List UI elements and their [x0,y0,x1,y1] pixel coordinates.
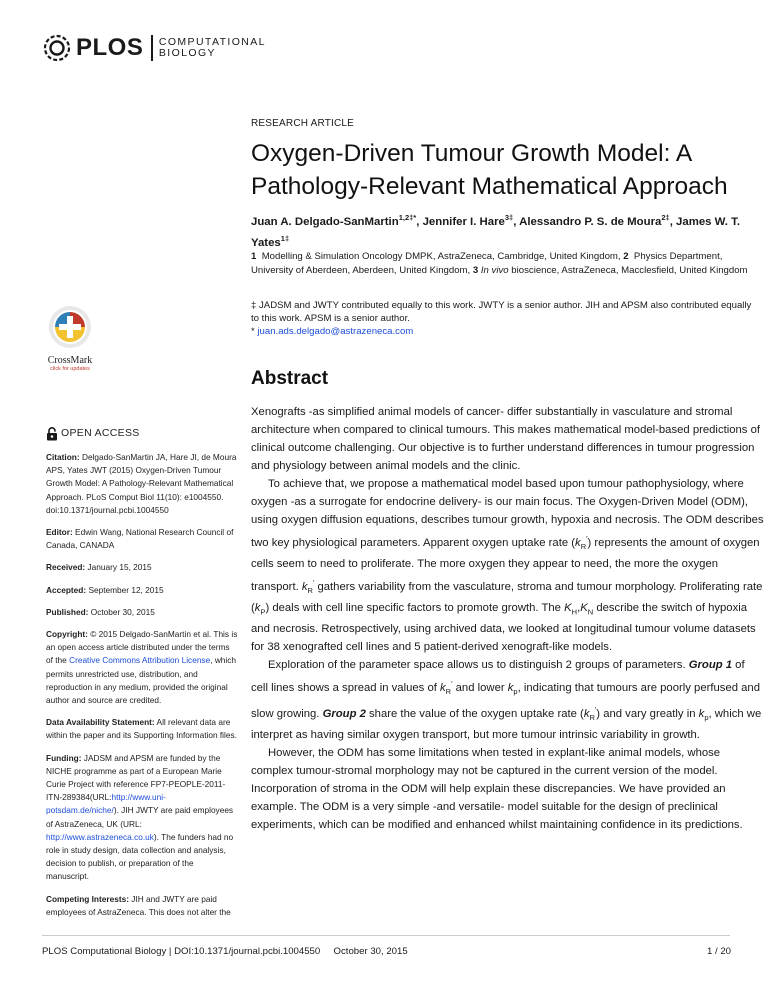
author-sup: 2‡ [661,213,670,222]
author-name[interactable]: Jennifer I. Hare [422,216,505,228]
funding-text: ). JIH JWTY are paid employees of AstraZeneca, UK (URL: [46,805,234,829]
copyright-block [46,628,238,707]
symbol-sub: R [589,712,595,722]
data-availability-label: Data Availability Statement: [46,717,155,728]
published-label: Published: [46,606,89,617]
copyright-text: , which permits unrestricted use, distribution, and reproduction in any medium, provided the original author and source are credited. [46,655,237,706]
logo-journal-name [159,37,266,60]
symbol: K [564,601,572,614]
received-block [46,561,238,574]
crossmark-badge[interactable] [40,305,100,372]
accepted-label: Accepted: [46,584,87,595]
published-block [46,606,238,619]
symbol-prime: ′ [586,533,588,543]
copyright-label: Copyright: [46,629,88,640]
author-name[interactable]: James W. T. Yates [251,216,740,249]
author-list [251,210,761,251]
text-run: Exploration of the parameter space allows us to distinguish 2 groups of parameters. [268,658,686,671]
page-footer [42,946,731,957]
received-date: January 15, 2015 [87,562,152,573]
page-number: 1 / 20 [706,946,731,957]
text-run: gathers variability from the vasculature, stroma and tumour morphology. Proliferating rate ( [251,580,763,614]
published-date: October 30, 2015 [90,606,155,617]
text-run: ) represents the amount of oxygen cells seem to need to proliferate. The more oxygen they appear to need, the more the oxygen transport. [251,536,760,593]
symbol-sub: R [307,585,313,595]
symbol-sub: P [260,606,266,616]
group-label: Group 2 [322,707,366,720]
copyright-text: © 2015 Delgado-SanMartin et al. This is an open access article distributed under the terms of the [46,629,238,666]
text-run: and lower [452,681,508,694]
corresponding-mark: * [251,326,255,338]
logo-journal-line1: COMPUTATIONAL [158,35,266,48]
affiliation-text: bioscience, AstraZeneca, Macclesfield, United Kingdom [511,265,748,276]
symbol: k [254,601,261,614]
text-run: of cell lines shows a spread in values of [251,658,745,694]
accepted-date: September 12, 2015 [88,584,164,595]
text-run: ) and vary greatly in [596,707,699,720]
symbol-prime: ′ [594,704,597,714]
email-link[interactable]: juan.ads.delgado@astrazeneca.com [257,326,414,338]
editor-block [46,526,238,552]
logo-plos-text: PLOS [76,34,144,61]
funding-label: Funding: [46,752,82,763]
corresponding-author [251,325,761,338]
niche-link[interactable]: http://www.uni-potsdam.de/niche/ [46,792,166,816]
affiliation-number: 1 [251,251,257,262]
affiliation-text: Modelling & Simulation Oncology DMPK, AstraZeneca, Cambridge, United Kingdom, [261,251,621,262]
symbol-sub: R [580,541,587,551]
accepted-block [46,584,238,597]
symbol-sub: R [445,686,452,696]
symbol-prime: ′ [451,678,453,688]
symbol-sub: p [513,686,518,696]
symbol: k [301,580,308,593]
received-label: Received: [46,562,86,573]
affiliation-text: Physics Department, University of Aberdeen, Aberdeen, United Kingdom, [251,251,723,276]
data-availability-block [46,716,238,742]
author-notes [251,299,761,339]
competing-interests-block [46,893,238,919]
abstract-body [251,404,764,835]
citation-block [46,451,238,517]
affiliation-number: 2 [623,251,629,262]
footer-citation: PLOS Computational Biology | DOI:10.1371/journal.pcbi.1004550 October 30, 2015 [42,946,408,957]
crossmark-label: CrossMark [47,355,93,366]
symbol-sub: p [704,712,709,722]
symbol: k [507,681,514,694]
author-name[interactable]: Juan A. Delgado-SanMartin [251,216,399,228]
logo-divider [151,35,153,61]
crossmark-sub: click for updates [50,366,90,372]
competing-text: JIH and JWTY are paid employees of AstraZeneca. This does not alter the [46,893,231,917]
article-info-sidebar [46,427,238,928]
author-separator: , [669,216,677,228]
author-separator: , [416,216,423,228]
symbol: k [583,707,590,720]
text-run: , indicating that tumours are poorly perfused and slow growing. [251,681,760,720]
text-run: share the value of the oxygen uptake rate ( [365,707,584,720]
symbol-sub: H [571,606,578,616]
text-run: , which we interpret as having similar oxygen transport, but more tumour intrinsic variability in growth. [251,707,762,741]
funding-text: JADSM and APSM are funded by the NICHE programme as part of a European Marie Curie Project with reference FP7-PEOPLE-2011-ITN-289384(URL: [46,752,226,803]
open-access-badge[interactable] [46,427,238,441]
citation-label: Citation: [46,452,80,462]
group-label: Group 1 [688,658,733,671]
symbol-sub: N [587,606,594,616]
equal-contribution-note: ‡ JADSM and JWTY contributed equally to this work. JWTY is a senior author. JIH and APSM also contributed equally to this work. APSM is a senior author. [251,300,752,325]
editor-label: Editor: [46,527,73,538]
author-sup: 1‡ [280,233,290,243]
text-run: ) deals with cell line specific factors to promote growth. The [265,601,565,614]
text-run: To achieve that, we propose a mathematical model based upon tumour pathophysiology, where oxygen -as a surrogate for endocrine delivery- is our main focus. The Oxygen-Driven Model (ODM), using oxygen diffusion equations, describes tumour growth, hypoxia and necrosis. The ODM describes two key physiological parameters. Apparent oxygen uptake rate ( [251,477,764,549]
abstract-paragraph: Xenografts -as simplified animal models of cancer- differ substantially in vasculature and stromal architecture when compared to clinical tumours. This makes mathematical model-based predictions of clinical outcome challenging. Our objective is to further understand differences in tumour progression and physiology between animal models and the clinic. [251,406,761,472]
author-sup: 3‡ [504,213,514,222]
open-lock-icon [46,427,58,441]
license-link[interactable]: Creative Commons Attribution License [69,655,211,666]
author-sup: 1,2‡* [398,213,417,222]
article-type: RESEARCH ARTICLE [251,118,355,129]
abstract-heading: Abstract [251,368,329,389]
symbol: K [580,601,588,614]
abstract-paragraph: However, the ODM has some limitations when tested in explant-like animal models, whose complex tumour-stromal morphology may not be captured in the current version of the model. Incorporation of stroma in the ODM will help explain these discrepancies. We have provided an example. The ODM is a very simple -and versatile- model suitable for the design of preclinical experiments, which can be modified and enhanced whilst maintaining confidence in its predictions. [251,746,743,831]
crossmark-icon [48,305,92,349]
funding-block [46,752,238,884]
astrazeneca-link[interactable]: http://www.astrazeneca.co.uk [46,831,154,842]
affiliations [251,250,761,278]
plos-logo-icon [42,33,72,63]
author-name[interactable]: Alessandro P. S. de Moura [519,216,662,228]
author-separator: , [513,216,520,228]
citation-text: Delgado-SanMartin JA, Hare JI, de Moura APS, Yates JWT (2015) Oxygen-Driven Tumour Growth Model: A Pathology-Relevant Mathematical Approach. PLoS Comput Biol 11(10): e1004550. doi:10.1371/journal.pcbi.1004550 [46,452,237,515]
affiliation-italic: In vivo [480,265,509,276]
editor-text: Edwin Wang, National Research Council of Canada, CANADA [46,527,234,551]
open-access-label: OPEN ACCESS [61,427,140,440]
footer-divider [42,935,730,936]
journal-logo[interactable] [42,32,266,64]
affiliation-number: 3 [472,265,479,276]
abstract-paragraph [251,657,764,745]
text-run: , [577,601,581,614]
symbol: k [698,707,705,720]
abstract-paragraph [251,476,764,657]
article-title: Oxygen-Driven Tumour Growth Model: A Pathology-Relevant Mathematical Approach [251,140,728,200]
funding-text: ). The funders had no role in study design, data collection and analysis, decision to publish, or preparation of the manuscript. [46,831,234,882]
competing-label: Competing Interests: [46,893,129,904]
symbol: k [575,536,581,549]
text-run: describe the switch of hypoxia and necrosis. Retrospectively, using archived data, we looked at longitudinal tumour volume datasets for 38 xenografted cell lines and 5 patient-derived xenograft-like models. [251,601,756,653]
symbol-prime: ′ [312,577,315,587]
logo-journal-line2: BIOLOGY [158,47,216,59]
symbol: k [440,681,446,694]
data-availability-text: All relevant data are within the paper and its Supporting Information files. [46,717,237,741]
